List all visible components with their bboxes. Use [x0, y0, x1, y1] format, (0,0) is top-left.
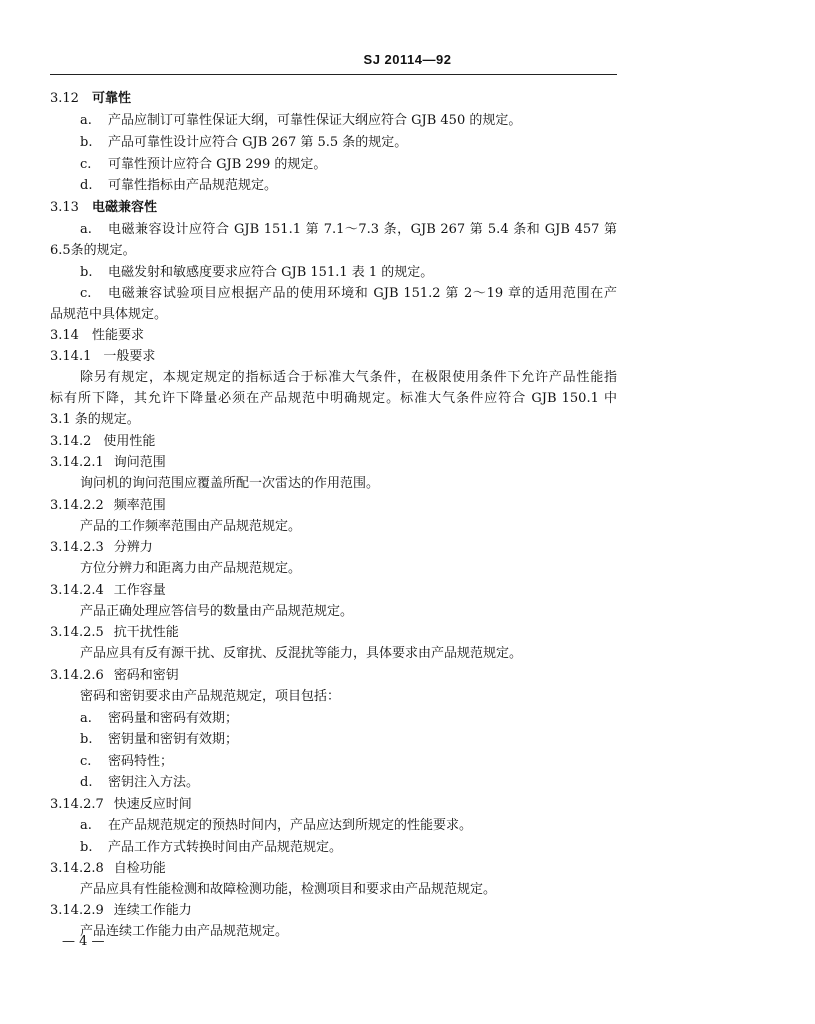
- list-marker: d.: [80, 178, 93, 193]
- section-heading: [50, 349, 155, 365]
- section-heading: [50, 434, 155, 450]
- section-title: 工作容量: [113, 583, 166, 598]
- list-item-text: 电磁发射和敏感度要求应符合 GJB 151.1 表 1 的规定。: [108, 265, 434, 280]
- list-item: [80, 286, 617, 302]
- list-marker: c.: [80, 754, 92, 769]
- paragraph-continuation: 6.5条的规定。: [50, 243, 136, 258]
- list-item: [80, 113, 521, 129]
- subsection-heading: [50, 668, 179, 684]
- list-item-text: 密钥量和密钥有效期；: [108, 732, 239, 747]
- list-item: [80, 265, 433, 281]
- list-item: [80, 840, 342, 856]
- subsection-heading: [50, 861, 166, 877]
- list-item-text: 在产品规范规定的预热时间内，产品应达到所规定的性能要求。: [108, 818, 473, 833]
- section-number: 3.13: [50, 200, 79, 215]
- section-number: 3.14.1: [50, 349, 92, 364]
- paragraph-line: 密码和密钥要求由产品规范规定，项目包括：: [80, 689, 341, 704]
- paragraph-line: 产品应具有性能检测和故障检测功能，检测项目和要求由产品规范规定。: [80, 882, 497, 897]
- list-marker: a.: [80, 113, 92, 128]
- subsection-heading: [50, 625, 179, 641]
- list-item-text: 密码量和密码有效期；: [108, 711, 239, 726]
- section-title: 快速反应时间: [113, 797, 192, 812]
- section-title: 一般要求: [103, 349, 156, 364]
- list-item-text: 产品应制订可靠性保证大纲，可靠性保证大纲应符合 GJB 450 的规定。: [108, 113, 522, 128]
- list-item: [80, 135, 407, 151]
- subsection-heading: [50, 455, 166, 471]
- section-title: 使用性能: [103, 434, 156, 449]
- section-heading: [50, 328, 144, 344]
- list-item-text: 电磁兼容设计应符合 GJB 151.1 第 7.1～7.3 条，GJB 267 第 5.4 条和 GJB 457 第: [108, 222, 617, 237]
- section-number: 3.14.2.7: [50, 797, 104, 812]
- list-marker: a.: [80, 711, 92, 726]
- section-title: 抗干扰性能: [113, 625, 179, 640]
- list-marker: c.: [80, 157, 92, 172]
- header-rule: [50, 74, 617, 75]
- section-number: 3.14.2.3: [50, 540, 104, 555]
- section-title: 密码和密钥: [113, 668, 179, 683]
- list-item-text: 密钥注入方法。: [108, 775, 200, 790]
- list-marker: b.: [80, 135, 93, 150]
- list-marker: b.: [80, 840, 93, 855]
- list-marker: d.: [80, 775, 93, 790]
- section-heading: [50, 91, 131, 107]
- section-number: 3.14.2.1: [50, 455, 104, 470]
- subsection-heading: [50, 498, 166, 514]
- list-item: [80, 818, 472, 834]
- list-item: [80, 157, 326, 173]
- list-item: [80, 222, 617, 238]
- list-item-text: 产品可靠性设计应符合 GJB 267 第 5.5 条的规定。: [108, 135, 408, 150]
- list-marker: a.: [80, 818, 92, 833]
- paragraph-continuation: 品规范中具体规定。: [50, 307, 168, 322]
- list-item-text: 可靠性指标由产品规范规定。: [108, 178, 278, 193]
- section-title: 电磁兼容性: [92, 200, 158, 215]
- paragraph-line: 产品的工作频率范围由产品规范规定。: [80, 519, 302, 534]
- section-number: 3.14.2.4: [50, 583, 104, 598]
- section-title: 自检功能: [113, 861, 166, 876]
- section-title: 连续工作能力: [113, 903, 192, 918]
- paragraph-line: 产品应具有反有源干扰、反窜扰、反混扰等能力，具体要求由产品规范规定。: [80, 646, 523, 661]
- section-heading: [50, 200, 157, 216]
- list-marker: b.: [80, 265, 93, 280]
- page-number: — 4 —: [62, 934, 105, 949]
- paragraph-continuation: 标有所下降，其允许下降量必须在产品规范中明确规定。标准大气条件应符合 GJB 150.1 中: [50, 391, 617, 406]
- section-number: 3.14.2.9: [50, 903, 104, 918]
- section-number: 3.14.2: [50, 434, 92, 449]
- section-title: 性能要求: [92, 328, 145, 343]
- paragraph-line: 方位分辨力和距离力由产品规范规定。: [80, 561, 302, 576]
- section-number: 3.12: [50, 91, 79, 106]
- list-item-text: 电磁兼容试验项目应根据产品的使用环境和 GJB 151.2 第 2～19 章的适用范围在产: [108, 286, 617, 301]
- subsection-heading: [50, 583, 166, 599]
- list-item-text: 产品工作方式转换时间由产品规范规定。: [108, 840, 343, 855]
- list-item: [80, 732, 238, 748]
- list-marker: a.: [80, 222, 92, 237]
- subsection-heading: [50, 903, 192, 919]
- paragraph-line: 产品正确处理应答信号的数量由产品规范规定。: [80, 604, 354, 619]
- document-header-id: SJ 20114—92: [363, 52, 452, 67]
- paragraph-line: 除另有规定，本规定规定的指标适合于标准大气条件，在极限使用条件下允许产品性能指: [80, 370, 617, 385]
- list-item: [80, 775, 199, 791]
- section-number: 3.14: [50, 328, 79, 343]
- list-item: [80, 754, 173, 770]
- list-marker: c.: [80, 286, 92, 301]
- section-title: 可靠性: [92, 91, 132, 106]
- paragraph-continuation: 3.1 条的规定。: [50, 412, 140, 427]
- paragraph-line: 产品连续工作能力由产品规范规定。: [80, 924, 289, 939]
- paragraph-line: 询问机的询问范围应覆盖所配一次雷达的作用范围。: [80, 476, 380, 491]
- section-title: 分辨力: [113, 540, 153, 555]
- section-title: 询问范围: [113, 455, 166, 470]
- list-item: [80, 178, 277, 194]
- section-title: 频率范围: [113, 498, 166, 513]
- list-marker: b.: [80, 732, 93, 747]
- section-number: 3.14.2.8: [50, 861, 104, 876]
- subsection-heading: [50, 797, 192, 813]
- section-number: 3.14.2.6: [50, 668, 104, 683]
- list-item: [80, 711, 238, 727]
- subsection-heading: [50, 540, 153, 556]
- section-number: 3.14.2.2: [50, 498, 104, 513]
- section-number: 3.14.2.5: [50, 625, 104, 640]
- list-item-text: 密码特性；: [108, 754, 174, 769]
- list-item-text: 可靠性预计应符合 GJB 299 的规定。: [108, 157, 327, 172]
